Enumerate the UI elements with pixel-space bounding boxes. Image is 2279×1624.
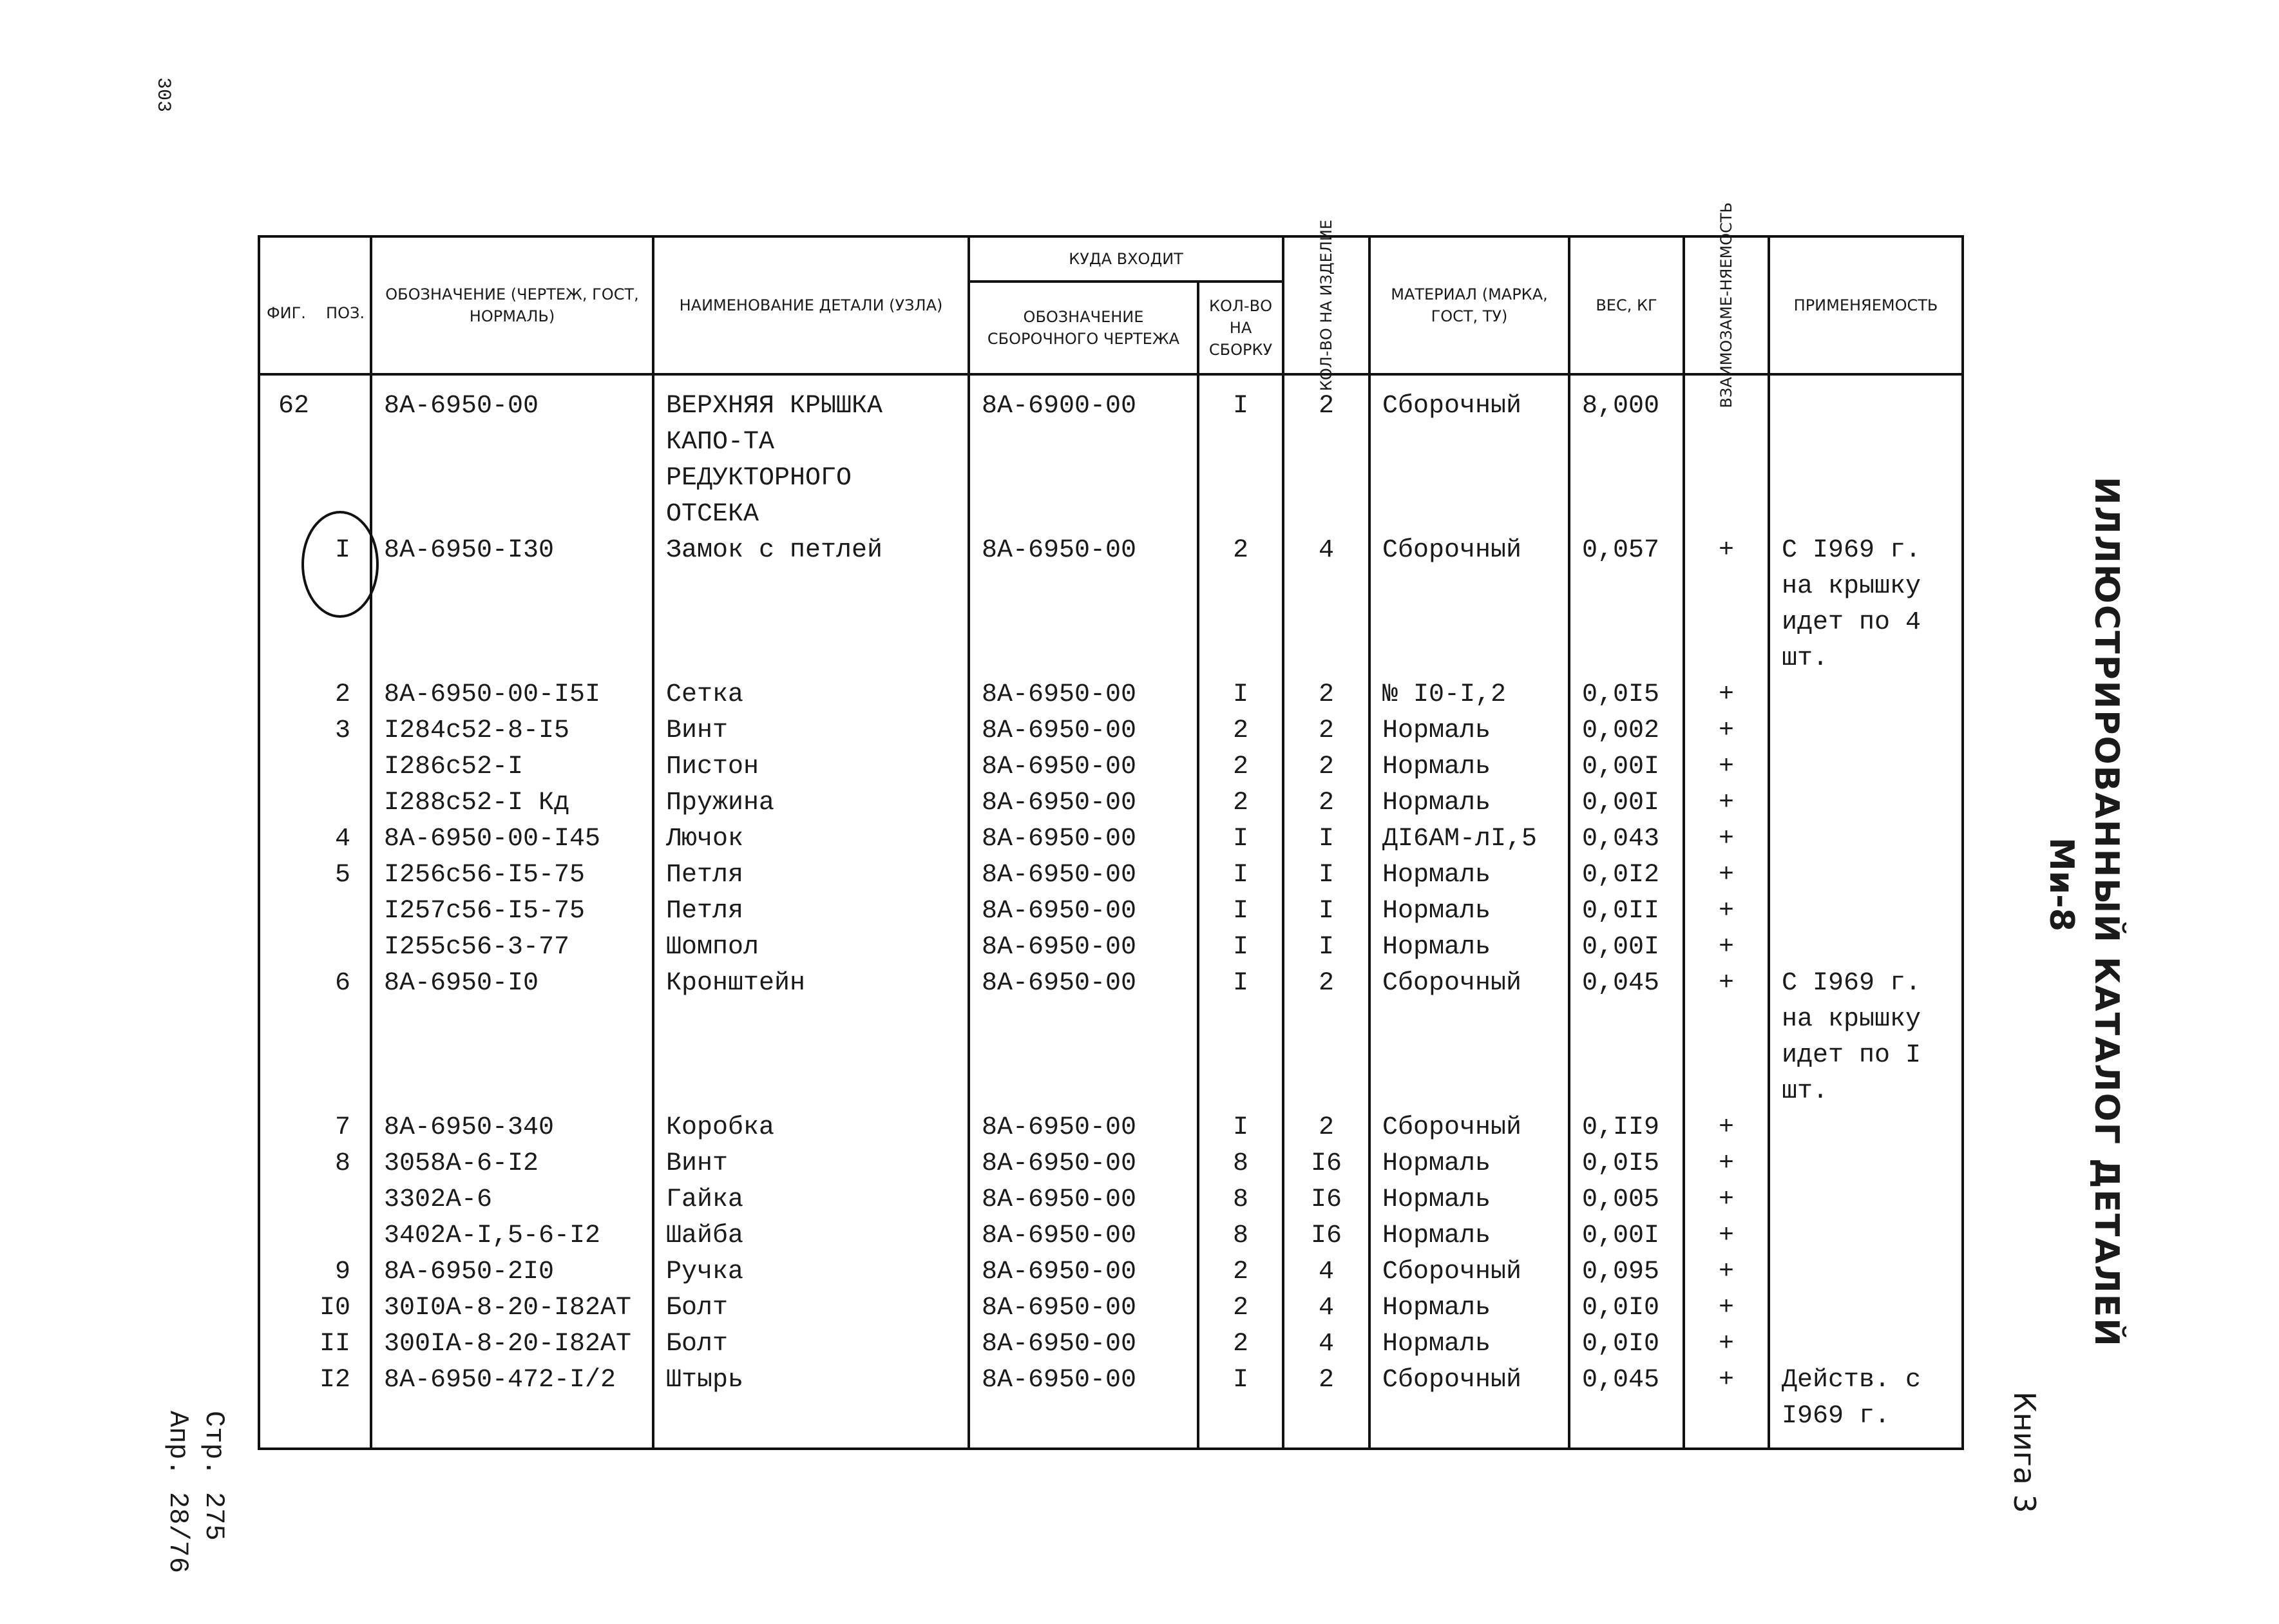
assembly-cell: 8А-6950-00 bbox=[969, 1110, 1198, 1146]
applicability-cell bbox=[1769, 785, 1963, 821]
weight-cell: 0,00I bbox=[1569, 930, 1684, 966]
qty-product-cell: 2 bbox=[1283, 966, 1369, 1110]
qty-assembly-cell: I bbox=[1198, 966, 1283, 1110]
table-row bbox=[259, 374, 1963, 533]
qty-assembly-cell: 8 bbox=[1198, 1182, 1283, 1218]
designation-cell: 300IА-8-20-I82АТ bbox=[371, 1326, 653, 1362]
interchange-cell: + bbox=[1684, 1326, 1769, 1362]
name-cell: Шайба bbox=[653, 1218, 969, 1254]
assembly-cell: 8А-6900-00 bbox=[969, 374, 1198, 533]
material-cell: Нормаль bbox=[1369, 930, 1569, 966]
material-cell: Сборочный bbox=[1369, 1110, 1569, 1146]
name-cell: Петля bbox=[653, 893, 969, 930]
qty-product-cell: 4 bbox=[1283, 1254, 1369, 1290]
designation-cell: 30I0А-8-20-I82АТ bbox=[371, 1290, 653, 1326]
weight-cell: 0,002 bbox=[1569, 713, 1684, 749]
designation-cell: I256с56-I5-75 bbox=[371, 857, 653, 893]
table-row bbox=[259, 1218, 1963, 1254]
pos-cell bbox=[259, 749, 371, 785]
qty-assembly-cell: 2 bbox=[1198, 713, 1283, 749]
applicability-cell bbox=[1769, 749, 1963, 785]
weight-cell: 0,057 bbox=[1569, 533, 1684, 677]
table-row bbox=[259, 785, 1963, 821]
pos-cell: 2 bbox=[259, 677, 371, 713]
aircraft-model: Ми-8 bbox=[2042, 837, 2081, 931]
table-row bbox=[259, 677, 1963, 713]
page-number: 303 bbox=[152, 77, 174, 113]
header-applicability: ПРИМЕНЯЕМОСТЬ bbox=[1769, 236, 1963, 374]
table-row bbox=[259, 1182, 1963, 1218]
table-row bbox=[259, 1290, 1963, 1326]
interchange-cell: + bbox=[1684, 1362, 1769, 1449]
header-weight: ВЕС, КГ bbox=[1569, 236, 1684, 374]
applicability-cell bbox=[1769, 1218, 1963, 1254]
qty-product-cell: I bbox=[1283, 893, 1369, 930]
pos-cell: 7 bbox=[259, 1110, 371, 1146]
name-cell: Штырь bbox=[653, 1362, 969, 1449]
name-cell: Болт bbox=[653, 1290, 969, 1326]
designation-cell: 3402А-I,5-6-I2 bbox=[371, 1218, 653, 1254]
weight-cell: 0,0I5 bbox=[1569, 677, 1684, 713]
designation-cell: 8А-6950-I30 bbox=[371, 533, 653, 677]
weight-cell: 0,00I bbox=[1569, 749, 1684, 785]
header-fig: ФИГ. bbox=[267, 304, 306, 322]
designation-cell: 3058А-6-I2 bbox=[371, 1146, 653, 1182]
qty-assembly-cell: I bbox=[1198, 677, 1283, 713]
assembly-cell: 8А-6950-00 bbox=[969, 1326, 1198, 1362]
material-cell: Нормаль bbox=[1369, 1326, 1569, 1362]
assembly-cell: 8А-6950-00 bbox=[969, 1290, 1198, 1326]
table-row bbox=[259, 533, 1963, 677]
qty-product-cell: I6 bbox=[1283, 1218, 1369, 1254]
material-cell: Нормаль bbox=[1369, 1290, 1569, 1326]
table-row bbox=[259, 930, 1963, 966]
applicability-cell bbox=[1769, 374, 1963, 533]
interchange-cell: + bbox=[1684, 749, 1769, 785]
material-cell: Сборочный bbox=[1369, 374, 1569, 533]
material-cell: Сборочный bbox=[1369, 966, 1569, 1110]
name-cell: Лючок bbox=[653, 821, 969, 857]
qty-assembly-cell: 2 bbox=[1198, 1326, 1283, 1362]
assembly-cell: 8А-6950-00 bbox=[969, 966, 1198, 1110]
header-interchangeability-label: ВЗАИМОЗАМЕ-НЯЕМОСТЬ bbox=[1717, 202, 1735, 408]
interchange-cell: + bbox=[1684, 533, 1769, 677]
assembly-cell: 8А-6950-00 bbox=[969, 1254, 1198, 1290]
qty-assembly-cell: 8 bbox=[1198, 1218, 1283, 1254]
pos-cell: I0 bbox=[259, 1290, 371, 1326]
qty-assembly-cell: 2 bbox=[1198, 749, 1283, 785]
qty-assembly-cell: I bbox=[1198, 893, 1283, 930]
assembly-cell: 8А-6950-00 bbox=[969, 857, 1198, 893]
qty-product-cell: 2 bbox=[1283, 374, 1369, 533]
applicability-cell bbox=[1769, 1146, 1963, 1182]
table-row bbox=[259, 1110, 1963, 1146]
weight-cell: 0,00I bbox=[1569, 785, 1684, 821]
designation-cell: I257с56-I5-75 bbox=[371, 893, 653, 930]
name-cell: Замок с петлей bbox=[653, 533, 969, 677]
material-cell: Нормаль bbox=[1369, 785, 1569, 821]
applicability-cell: С I969 г. на крышку идет по 4 шт. bbox=[1769, 533, 1963, 677]
material-cell: Нормаль bbox=[1369, 1182, 1569, 1218]
weight-cell: 0,0I0 bbox=[1569, 1290, 1684, 1326]
circled-pos-number: I bbox=[335, 533, 350, 569]
weight-cell: 0,005 bbox=[1569, 1182, 1684, 1218]
applicability-cell bbox=[1769, 1110, 1963, 1146]
material-cell: Сборочный bbox=[1369, 533, 1569, 677]
weight-cell: 0,0II bbox=[1569, 893, 1684, 930]
book-number: Книга 3 bbox=[2007, 1391, 2042, 1513]
pos-cell: 3 bbox=[259, 713, 371, 749]
qty-assembly-cell: I bbox=[1198, 374, 1283, 533]
weight-cell: 0,095 bbox=[1569, 1254, 1684, 1290]
pos-cell: I2 bbox=[259, 1362, 371, 1449]
applicability-cell bbox=[1769, 821, 1963, 857]
name-cell: Петля bbox=[653, 857, 969, 893]
applicability-cell bbox=[1769, 893, 1963, 930]
designation-cell: I284с52-8-I5 bbox=[371, 713, 653, 749]
applicability-cell bbox=[1769, 1182, 1963, 1218]
pos-cell bbox=[259, 1182, 371, 1218]
assembly-cell: 8А-6950-00 bbox=[969, 893, 1198, 930]
material-cell: Нормаль bbox=[1369, 713, 1569, 749]
qty-assembly-cell: I bbox=[1198, 1110, 1283, 1146]
weight-cell: 0,043 bbox=[1569, 821, 1684, 857]
pos-cell: 5 bbox=[259, 857, 371, 893]
header-qty-product-label: КОЛ-ВО НА ИЗДЕЛИЕ bbox=[1317, 219, 1335, 392]
header-interchangeability bbox=[1684, 202, 1769, 408]
assembly-cell: 8А-6950-00 bbox=[969, 713, 1198, 749]
pos-cell: 9 bbox=[259, 1254, 371, 1290]
pos-cell: 8 bbox=[259, 1146, 371, 1182]
page-footer bbox=[160, 1411, 232, 1573]
designation-cell: I286с52-I bbox=[371, 749, 653, 785]
header-assembly-designation: ОБОЗНАЧЕНИЕ СБОРОЧНОГО ЧЕРТЕЖА bbox=[969, 282, 1198, 374]
pos-cell bbox=[259, 1218, 371, 1254]
material-cell: Нормаль bbox=[1369, 1146, 1569, 1182]
table-row bbox=[259, 1362, 1963, 1449]
applicability-cell bbox=[1769, 1290, 1963, 1326]
weight-cell: 0,II9 bbox=[1569, 1110, 1684, 1146]
name-cell: Болт bbox=[653, 1326, 969, 1362]
applicability-cell bbox=[1769, 1326, 1963, 1362]
assembly-cell: 8А-6950-00 bbox=[969, 785, 1198, 821]
qty-assembly-cell: 8 bbox=[1198, 1146, 1283, 1182]
applicability-cell bbox=[1769, 857, 1963, 893]
interchange-cell: + bbox=[1684, 677, 1769, 713]
interchange-cell: + bbox=[1684, 1146, 1769, 1182]
qty-assembly-cell: I bbox=[1198, 857, 1283, 893]
weight-cell: 0,0I5 bbox=[1569, 1146, 1684, 1182]
designation-cell: 8А-6950-00-I45 bbox=[371, 821, 653, 857]
header-pos: ПОЗ. bbox=[326, 304, 365, 322]
header-enters-into: КУДА ВХОДИТ bbox=[969, 236, 1283, 282]
designation-cell: 3302А-6 bbox=[371, 1182, 653, 1218]
qty-product-cell: I6 bbox=[1283, 1182, 1369, 1218]
interchange-cell: + bbox=[1684, 1218, 1769, 1254]
header-designation: ОБОЗНАЧЕНИЕ (ЧЕРТЕЖ, ГОСТ, НОРМАЛЬ) bbox=[371, 236, 653, 374]
name-cell: Ручка bbox=[653, 1254, 969, 1290]
qty-assembly-cell: 2 bbox=[1198, 1254, 1283, 1290]
designation-cell: I288с52-I Кд bbox=[371, 785, 653, 821]
assembly-cell: 8А-6950-00 bbox=[969, 1362, 1198, 1449]
table-row bbox=[259, 749, 1963, 785]
qty-product-cell: 2 bbox=[1283, 749, 1369, 785]
header-qty-assembly: КОЛ-ВО НА СБОРКУ bbox=[1198, 282, 1283, 374]
header-material: МАТЕРИАЛ (МАРКА, ГОСТ, ТУ) bbox=[1369, 236, 1569, 374]
table-row bbox=[259, 1254, 1963, 1290]
applicability-cell bbox=[1769, 1254, 1963, 1290]
qty-assembly-cell: 2 bbox=[1198, 1290, 1283, 1326]
pos-cell: II bbox=[259, 1326, 371, 1362]
footer-page: Стр. 275 bbox=[198, 1411, 229, 1541]
qty-assembly-cell: 2 bbox=[1198, 533, 1283, 677]
weight-cell: 0,00I bbox=[1569, 1218, 1684, 1254]
name-cell: Сетка bbox=[653, 677, 969, 713]
qty-product-cell: 2 bbox=[1283, 677, 1369, 713]
table-row bbox=[259, 713, 1963, 749]
weight-cell: 0,0I0 bbox=[1569, 1326, 1684, 1362]
qty-assembly-cell: I bbox=[1198, 930, 1283, 966]
weight-cell: 0,0I2 bbox=[1569, 857, 1684, 893]
designation-cell: 8А-6950-00-I5I bbox=[371, 677, 653, 713]
name-cell: ВЕРХНЯЯ КРЫШКА КАПО-ТА РЕДУКТОРНОГО ОТСЕКА bbox=[653, 374, 969, 533]
material-cell: № I0-I,2 bbox=[1369, 677, 1569, 713]
applicability-cell bbox=[1769, 930, 1963, 966]
weight-cell: 0,045 bbox=[1569, 966, 1684, 1110]
catalog-title: ИЛЛЮСТРИРОВАННЫЙ КАТАЛОГ ДЕТАЛЕЙ bbox=[2087, 477, 2126, 1348]
assembly-cell: 8А-6950-00 bbox=[969, 677, 1198, 713]
name-cell: Коробка bbox=[653, 1110, 969, 1146]
designation-cell: 8А-6950-472-I/2 bbox=[371, 1362, 653, 1449]
parts-catalog-table bbox=[258, 202, 1964, 1450]
qty-product-cell: 4 bbox=[1283, 533, 1369, 677]
interchange-cell: + bbox=[1684, 713, 1769, 749]
assembly-cell: 8А-6950-00 bbox=[969, 749, 1198, 785]
table-row bbox=[259, 821, 1963, 857]
assembly-cell: 8А-6950-00 bbox=[969, 930, 1198, 966]
table-row bbox=[259, 857, 1963, 893]
pos-cell bbox=[259, 893, 371, 930]
material-cell: Нормаль bbox=[1369, 857, 1569, 893]
table-row bbox=[259, 893, 1963, 930]
qty-assembly-cell: I bbox=[1198, 1362, 1283, 1449]
designation-cell: 8А-6950-I0 bbox=[371, 966, 653, 1110]
designation-cell: I255с56-3-77 bbox=[371, 930, 653, 966]
fig-pos-cell bbox=[259, 533, 371, 677]
table-row bbox=[259, 1326, 1963, 1362]
material-cell: Сборочный bbox=[1369, 1362, 1569, 1449]
assembly-cell: 8А-6950-00 bbox=[969, 1218, 1198, 1254]
applicability-cell: Действ. с I969 г. bbox=[1769, 1362, 1963, 1449]
interchange-cell: + bbox=[1684, 1290, 1769, 1326]
table-row bbox=[259, 966, 1963, 1110]
interchange-cell: + bbox=[1684, 1182, 1769, 1218]
interchange-cell: + bbox=[1684, 1254, 1769, 1290]
name-cell: Винт bbox=[653, 1146, 969, 1182]
qty-product-cell: I bbox=[1283, 821, 1369, 857]
designation-cell: 8А-6950-00 bbox=[371, 374, 653, 533]
header-name: НАИМЕНОВАНИЕ ДЕТАЛИ (УЗЛА) bbox=[653, 236, 969, 374]
applicability-cell bbox=[1769, 677, 1963, 713]
qty-product-cell: I bbox=[1283, 857, 1369, 893]
designation-cell: 8А-6950-340 bbox=[371, 1110, 653, 1146]
header-fig-pos bbox=[259, 236, 371, 374]
qty-product-cell: 2 bbox=[1283, 785, 1369, 821]
table-row bbox=[259, 1146, 1963, 1182]
weight-cell: 0,045 bbox=[1569, 1362, 1684, 1449]
name-cell: Гайка bbox=[653, 1182, 969, 1218]
qty-product-cell: I bbox=[1283, 930, 1369, 966]
name-cell: Кронштейн bbox=[653, 966, 969, 1110]
qty-product-cell: 2 bbox=[1283, 1110, 1369, 1146]
weight-cell: 8,000 bbox=[1569, 374, 1684, 533]
assembly-cell: 8А-6950-00 bbox=[969, 1182, 1198, 1218]
applicability-cell: С I969 г. на крышку идет по I шт. bbox=[1769, 966, 1963, 1110]
assembly-cell: 8А-6950-00 bbox=[969, 821, 1198, 857]
name-cell: Пистон bbox=[653, 749, 969, 785]
material-cell: ДI6АМ-лI,5 bbox=[1369, 821, 1569, 857]
pos-cell bbox=[259, 785, 371, 821]
name-cell: Пружина bbox=[653, 785, 969, 821]
pos-cell bbox=[259, 930, 371, 966]
assembly-cell: 8А-6950-00 bbox=[969, 1146, 1198, 1182]
qty-product-cell: 2 bbox=[1283, 1362, 1369, 1449]
interchange-cell: + bbox=[1684, 1110, 1769, 1146]
material-cell: Сборочный bbox=[1369, 1254, 1569, 1290]
pos-cell: 4 bbox=[259, 821, 371, 857]
interchange-cell: + bbox=[1684, 893, 1769, 930]
fig-pos-cell bbox=[259, 374, 371, 533]
interchange-cell: + bbox=[1684, 857, 1769, 893]
fig-number: 62 bbox=[278, 392, 310, 421]
name-cell: Винт bbox=[653, 713, 969, 749]
qty-product-cell: I6 bbox=[1283, 1146, 1369, 1182]
footer-date: Апр. 28/76 bbox=[162, 1411, 193, 1574]
interchange-cell: + bbox=[1684, 821, 1769, 857]
qty-assembly-cell: 2 bbox=[1198, 785, 1283, 821]
designation-cell: 8А-6950-2I0 bbox=[371, 1254, 653, 1290]
material-cell: Нормаль bbox=[1369, 1218, 1569, 1254]
qty-assembly-cell: I bbox=[1198, 821, 1283, 857]
header-qty-product bbox=[1283, 219, 1369, 392]
qty-product-cell: 4 bbox=[1283, 1290, 1369, 1326]
qty-product-cell: 2 bbox=[1283, 713, 1369, 749]
pos-cell: 6 bbox=[259, 966, 371, 1110]
interchange-cell: + bbox=[1684, 966, 1769, 1110]
qty-product-cell: 4 bbox=[1283, 1326, 1369, 1362]
assembly-cell: 8А-6950-00 bbox=[969, 533, 1198, 677]
interchange-cell: + bbox=[1684, 785, 1769, 821]
interchange-cell: + bbox=[1684, 930, 1769, 966]
applicability-cell bbox=[1769, 713, 1963, 749]
material-cell: Нормаль bbox=[1369, 749, 1569, 785]
material-cell: Нормаль bbox=[1369, 893, 1569, 930]
name-cell: Шомпол bbox=[653, 930, 969, 966]
